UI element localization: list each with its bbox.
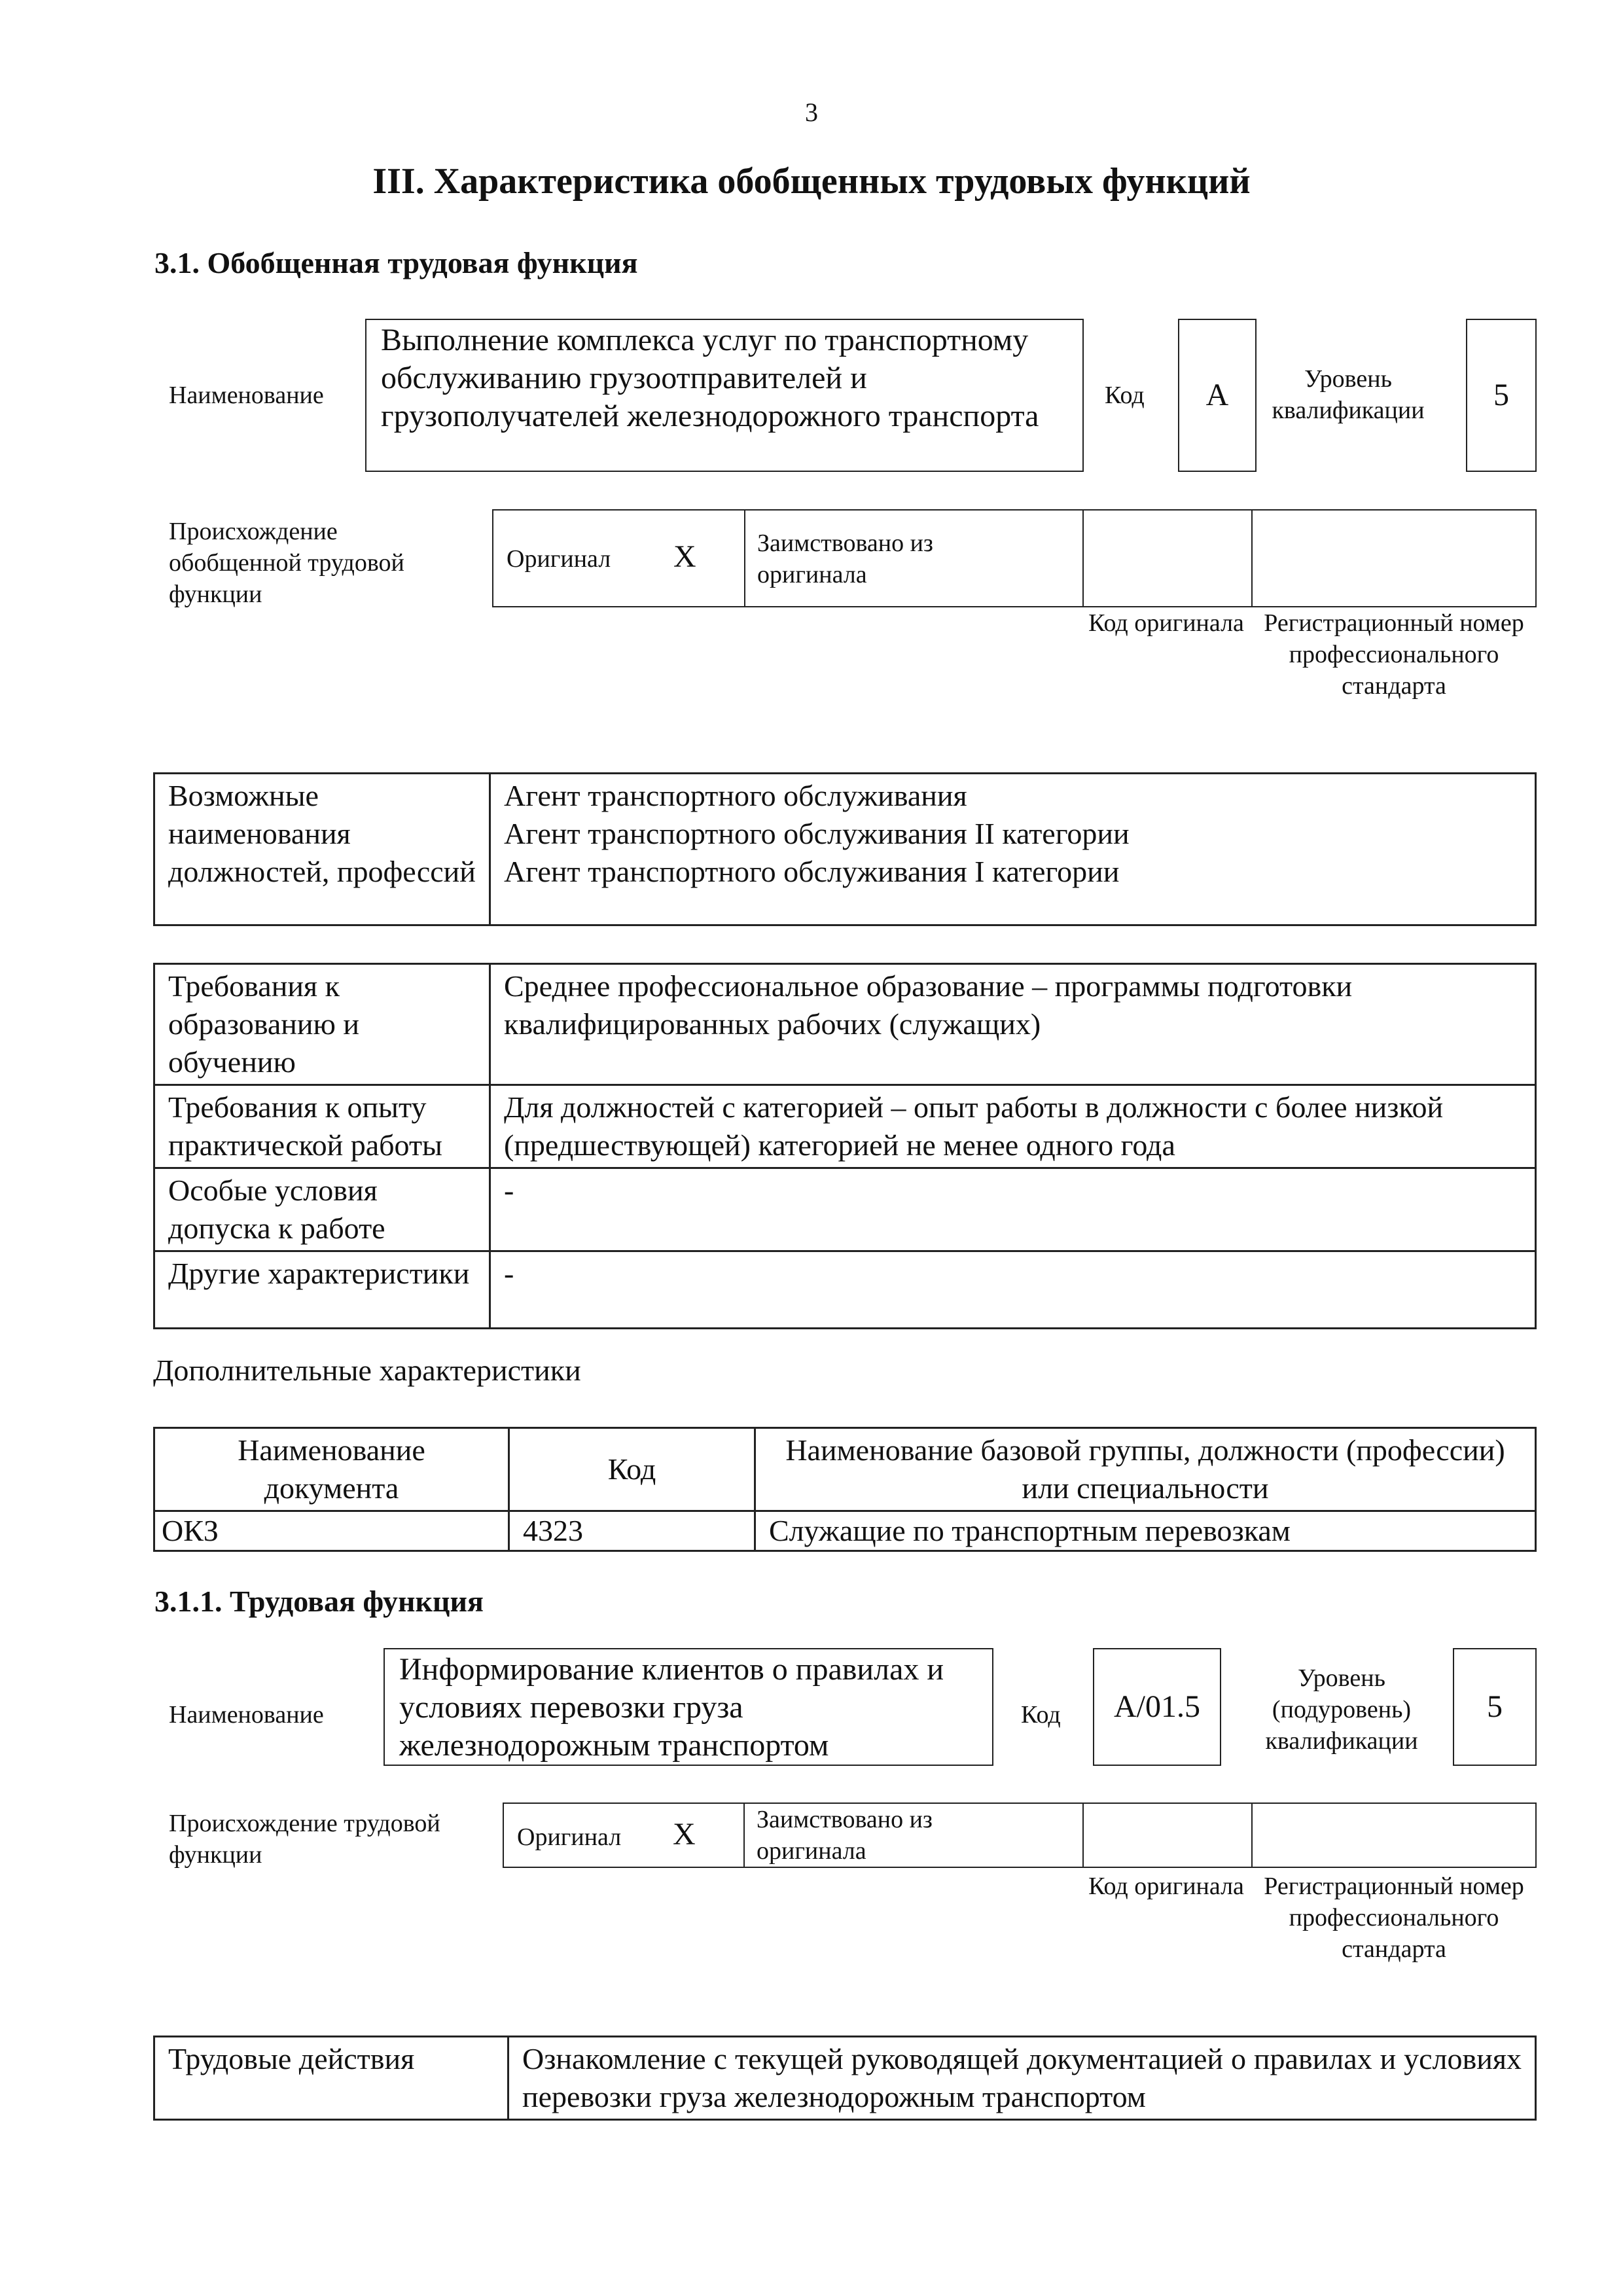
- positions-label: Возможные наименования должностей, профессий: [154, 774, 490, 925]
- labor-actions-value: Ознакомление с текущей руководящей документацией о правилах и условиях перевозки груза железнодорожным транспортом: [508, 2037, 1536, 2120]
- divider: [1082, 511, 1084, 606]
- page-number: 3: [805, 98, 818, 127]
- labor-code-label: Код: [1021, 1701, 1061, 1729]
- req-other-label: Другие характеристики: [154, 1251, 490, 1329]
- labor-reg-number-caption: Регистрационный номер профессионального стандарта: [1264, 1873, 1524, 1963]
- divider: [1251, 1804, 1253, 1867]
- labor-code-value: А/01.5: [1093, 1648, 1221, 1766]
- position-item: Агент транспортного обслуживания I категории: [504, 855, 1120, 888]
- req-experience-value: Для должностей с категорией – опыт работы в должности с более низкой (предшествующей) категорией не менее одного года: [490, 1085, 1536, 1168]
- labor-original-mark: Х: [673, 1817, 696, 1852]
- labor-level-value: 5: [1453, 1648, 1537, 1766]
- additional-header-code: Код: [509, 1428, 755, 1511]
- positions-list: [490, 774, 1536, 925]
- labor-actions-table: [153, 2036, 1537, 2121]
- labor-origin-label: Происхождение трудовой функции: [169, 1810, 440, 1869]
- gen-orig-code-caption: Код оригинала: [1088, 609, 1244, 637]
- labor-level-label: Уровень (подуровень) квалификации: [1265, 1664, 1418, 1755]
- additional-cell-doc: ОКЗ: [154, 1511, 509, 1551]
- additional-cell-group: Служащие по транспортным перевозкам: [755, 1511, 1536, 1551]
- req-education-label: Требования к образованию и обучению: [154, 964, 490, 1085]
- divider: [744, 511, 745, 606]
- req-admission-value: -: [490, 1168, 1536, 1251]
- gen-code-label: Код: [1105, 382, 1145, 409]
- labor-origin-table: [503, 1803, 1537, 1868]
- additional-cell-code: 4323: [509, 1511, 755, 1551]
- req-education-value: Среднее профессиональное образование – программы подготовки квалифицированных рабочих (служащих): [490, 964, 1536, 1085]
- gen-origin-table: [492, 509, 1537, 607]
- additional-header-group: Наименование базовой группы, должности (профессии) или специальности: [755, 1428, 1536, 1511]
- labor-borrowed-label: Заимствовано из оригинала: [757, 1806, 933, 1865]
- gen-name-label: Наименование: [169, 382, 324, 409]
- req-admission-label: Особые условия допуска к работе: [154, 1168, 490, 1251]
- additional-header-doc: Наименование документа: [154, 1428, 509, 1511]
- labor-actions-label: Трудовые действия: [154, 2037, 508, 2120]
- additional-table: [153, 1427, 1537, 1552]
- gen-borrowed-label: Заимствовано из оригинала: [757, 529, 933, 588]
- gen-original-label: Оригинал: [507, 545, 611, 573]
- gen-function-heading: 3.1. Обобщенная трудовая функция: [154, 246, 638, 279]
- divider: [1251, 511, 1253, 606]
- requirements-table: [153, 963, 1537, 1329]
- labor-orig-code-caption: Код оригинала: [1088, 1873, 1244, 1900]
- gen-level-label: Уровень квалификации: [1272, 365, 1425, 424]
- labor-function-heading: 3.1.1. Трудовая функция: [154, 1585, 484, 1618]
- labor-name-label: Наименование: [169, 1701, 324, 1729]
- gen-code-value: А: [1178, 319, 1257, 472]
- divider: [1082, 1804, 1084, 1867]
- gen-name-value: Выполнение комплекса услуг по транспортному обслуживанию грузоотправителей и грузополучателей железнодорожного транспорта: [365, 319, 1084, 472]
- divider: [743, 1804, 745, 1867]
- gen-original-mark: Х: [673, 539, 696, 574]
- gen-level-value: 5: [1466, 319, 1537, 472]
- gen-reg-number-caption: Регистрационный номер профессионального стандарта: [1264, 609, 1524, 700]
- position-item: Агент транспортного обслуживания: [504, 779, 967, 812]
- req-experience-label: Требования к опыту практической работы: [154, 1085, 490, 1168]
- req-other-value: -: [490, 1251, 1536, 1329]
- position-item: Агент транспортного обслуживания II категории: [504, 817, 1130, 850]
- labor-original-label: Оригинал: [517, 1823, 622, 1851]
- gen-origin-label: Происхождение обобщенной трудовой функции: [169, 518, 404, 608]
- section-title: III. Характеристика обобщенных трудовых функций: [372, 161, 1251, 202]
- additional-title: Дополнительные характеристики: [153, 1354, 581, 1387]
- labor-name-value: Информирование клиентов о правилах и условиях перевозки груза железнодорожным транспортом: [383, 1648, 993, 1766]
- positions-table: [153, 772, 1537, 926]
